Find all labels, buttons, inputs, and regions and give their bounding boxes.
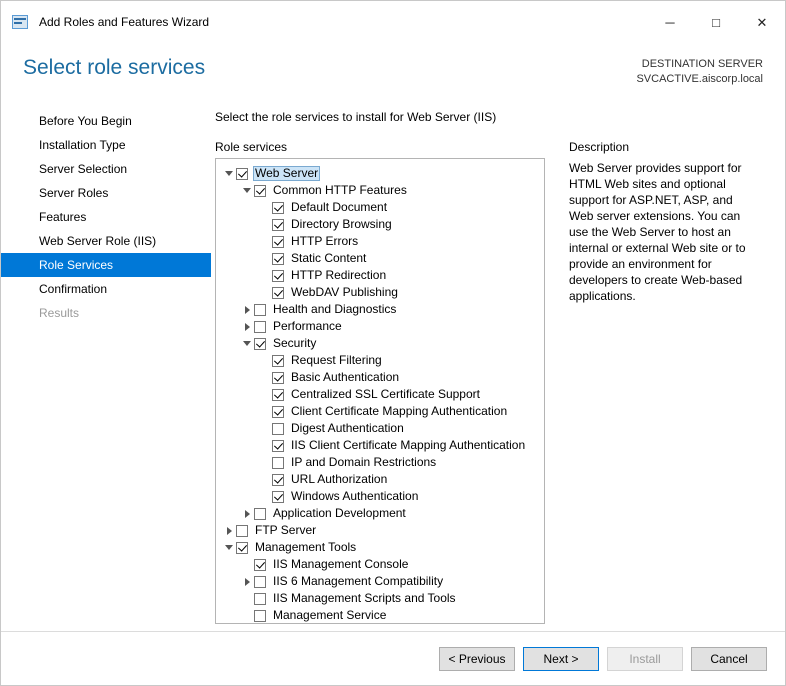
sidebar-item-before-you-begin[interactable]	[1, 109, 211, 133]
maximize-icon: □	[712, 14, 720, 30]
tree-node[interactable]	[216, 335, 544, 352]
sidebar-item-label: Features	[39, 210, 87, 224]
chevron-right-icon[interactable]	[240, 306, 254, 314]
checkbox-icon[interactable]	[272, 236, 284, 248]
tree-node[interactable]	[216, 318, 544, 335]
tree-node[interactable]	[216, 403, 544, 420]
tree-node[interactable]	[216, 471, 544, 488]
tree-node[interactable]	[216, 216, 544, 233]
tree-node-label: Directory Browsing	[291, 217, 392, 231]
tree-node-label: Centralized SSL Certificate Support	[291, 387, 480, 401]
checkbox-icon[interactable]	[254, 610, 266, 622]
sidebar-item-label: Installation Type	[39, 138, 126, 152]
tree-node[interactable]	[216, 454, 544, 471]
tree-node[interactable]	[216, 556, 544, 573]
page-title: Select role services	[23, 56, 206, 79]
tree-node[interactable]	[216, 590, 544, 607]
tree-node-label: Basic Authentication	[291, 370, 400, 384]
role-services-column	[215, 140, 545, 631]
checkbox-icon[interactable]	[272, 406, 284, 418]
maximize-button[interactable]	[693, 1, 739, 43]
install-button: Install	[607, 647, 683, 671]
tree-node-label: Default Document	[291, 200, 388, 214]
tree-node[interactable]	[216, 420, 544, 437]
tree-node-label: FTP Server	[255, 523, 317, 537]
window-title: Add Roles and Features Wizard	[39, 15, 210, 29]
sidebar-item-label: Web Server Role (IIS)	[39, 234, 157, 248]
checkbox-icon[interactable]	[272, 372, 284, 384]
chevron-down-icon[interactable]	[222, 171, 236, 176]
checkbox-icon[interactable]	[236, 542, 248, 554]
checkbox-icon[interactable]	[272, 389, 284, 401]
sidebar-item-installation-type[interactable]	[1, 133, 211, 157]
tree-node-label: Common HTTP Features	[273, 183, 407, 197]
chevron-right-icon[interactable]	[222, 527, 236, 535]
sidebar-item-confirmation[interactable]	[1, 277, 211, 301]
role-services-tree[interactable]	[215, 158, 545, 624]
checkbox-icon[interactable]	[254, 338, 266, 350]
tree-node-label: Client Certificate Mapping Authentication	[291, 404, 508, 418]
sidebar-item-label: Role Services	[39, 258, 114, 272]
checkbox-icon[interactable]	[254, 185, 266, 197]
checkbox-icon[interactable]	[254, 576, 266, 588]
tree-node[interactable]	[216, 284, 544, 301]
tree-nodes	[216, 165, 544, 624]
sidebar-item-server-roles[interactable]	[1, 181, 211, 205]
tree-node[interactable]	[216, 267, 544, 284]
tree-node-label: Digest Authentication	[291, 421, 404, 435]
checkbox-icon[interactable]	[272, 287, 284, 299]
sidebar-item-results	[1, 301, 211, 325]
tree-node-label: IP and Domain Restrictions	[291, 455, 437, 469]
checkbox-icon[interactable]	[254, 508, 266, 520]
tree-node[interactable]	[216, 437, 544, 454]
tree-node-label: Windows Authentication	[291, 489, 419, 503]
chevron-right-icon[interactable]	[240, 578, 254, 586]
chevron-right-icon[interactable]	[240, 323, 254, 331]
tree-node-label: HTTP Errors	[291, 234, 359, 248]
tree-node-label: Performance	[273, 319, 342, 333]
sidebar-item-web-server-role-iis[interactable]	[1, 229, 211, 253]
checkbox-icon[interactable]	[236, 525, 248, 537]
tree-node[interactable]	[216, 573, 544, 590]
tree-node-label: IIS Client Certificate Mapping Authentication	[291, 438, 526, 452]
sidebar-item-label: Results	[39, 306, 80, 320]
description-label: Description	[569, 140, 630, 154]
sidebar-item-server-selection[interactable]	[1, 157, 211, 181]
previous-button[interactable]: < Previous	[439, 647, 515, 671]
destination-server-label: DESTINATION SERVER	[641, 58, 763, 70]
checkbox-icon[interactable]	[236, 168, 248, 180]
next-button[interactable]: Next >	[523, 647, 599, 671]
tree-node[interactable]	[216, 539, 544, 556]
role-services-label: Role services	[215, 140, 288, 154]
checkbox-icon[interactable]	[254, 593, 266, 605]
close-button[interactable]	[739, 1, 785, 43]
tree-node-label: WebDAV Publishing	[291, 285, 398, 299]
checkbox-icon[interactable]	[254, 559, 266, 571]
cancel-button[interactable]: Cancel	[691, 647, 767, 671]
checkbox-icon[interactable]	[272, 423, 284, 435]
wizard-nav	[1, 99, 211, 631]
tree-node[interactable]	[216, 199, 544, 216]
chevron-right-icon[interactable]	[240, 510, 254, 518]
tree-node-label: IIS Management Console	[273, 557, 409, 571]
sidebar-item-label: Before You Begin	[39, 114, 132, 128]
checkbox-icon[interactable]	[272, 202, 284, 214]
tree-node-label: IIS 6 Management Compatibility	[273, 574, 444, 588]
checkbox-icon[interactable]	[272, 491, 284, 503]
tree-node[interactable]	[216, 301, 544, 318]
checkbox-icon[interactable]	[254, 321, 266, 333]
destination-server-block	[636, 55, 763, 87]
sidebar-item-role-services[interactable]	[1, 253, 211, 277]
tree-node-label: Health and Diagnostics	[273, 302, 397, 316]
minimize-button[interactable]	[647, 1, 693, 43]
checkbox-icon[interactable]	[272, 474, 284, 486]
tree-node[interactable]	[216, 352, 544, 369]
chevron-down-icon[interactable]	[240, 341, 254, 346]
tree-node-label: IIS Management Scripts and Tools	[273, 591, 456, 605]
checkbox-icon[interactable]	[272, 355, 284, 367]
checkbox-icon[interactable]	[272, 457, 284, 469]
tree-node-label: Request Filtering	[291, 353, 382, 367]
tree-node[interactable]	[216, 505, 544, 522]
tree-node[interactable]	[216, 522, 544, 539]
tree-node[interactable]	[216, 369, 544, 386]
tree-node[interactable]	[216, 250, 544, 267]
tree-node-label: Web Server	[255, 166, 319, 180]
checkbox-icon[interactable]	[272, 270, 284, 282]
tree-node[interactable]	[216, 607, 544, 624]
tree-node-label: Management Tools	[255, 540, 357, 554]
checkbox-icon[interactable]	[272, 253, 284, 265]
wizard-icon	[12, 13, 30, 31]
minimize-icon: ─	[665, 14, 675, 30]
chevron-down-icon[interactable]	[222, 545, 236, 550]
wizard-content	[211, 99, 785, 631]
tree-node[interactable]	[216, 233, 544, 250]
tree-node[interactable]	[216, 386, 544, 403]
description-column	[545, 140, 769, 631]
tree-node-label: URL Authorization	[291, 472, 388, 486]
tree-node-label: Static Content	[291, 251, 367, 265]
checkbox-icon[interactable]	[272, 440, 284, 452]
tree-node[interactable]	[216, 182, 544, 199]
title-bar	[1, 1, 785, 43]
window-controls	[647, 1, 785, 43]
tree-node-label: Management Service	[273, 608, 387, 622]
tree-node[interactable]	[216, 488, 544, 505]
checkbox-icon[interactable]	[254, 304, 266, 316]
sidebar-item-features[interactable]	[1, 205, 211, 229]
tree-node-label: Security	[273, 336, 317, 350]
chevron-down-icon[interactable]	[240, 188, 254, 193]
tree-node-label: HTTP Redirection	[291, 268, 387, 282]
instruction-text: Select the role services to install for Web Server (IIS)	[215, 110, 497, 124]
sidebar-item-label: Server Selection	[39, 162, 128, 176]
tree-node[interactable]	[216, 165, 544, 182]
destination-server-name: SVCACTIVE.aiscorp.local	[636, 73, 763, 85]
sidebar-item-label: Confirmation	[39, 282, 108, 296]
close-icon: ✕	[756, 14, 768, 30]
description-text: Web Server provides support for HTML Web sites and optional support for ASP.NET, ASP, and Web server extensions. You can use the Web Server to host an internal or external Web site or to provide an environment for developers to create Web-based applications.	[569, 161, 746, 303]
checkbox-icon[interactable]	[272, 219, 284, 231]
tree-node-label: Application Development	[273, 506, 406, 520]
wizard-body	[1, 99, 785, 631]
wizard-footer	[1, 631, 785, 685]
page-header	[1, 43, 785, 99]
sidebar-item-label: Server Roles	[39, 186, 109, 200]
